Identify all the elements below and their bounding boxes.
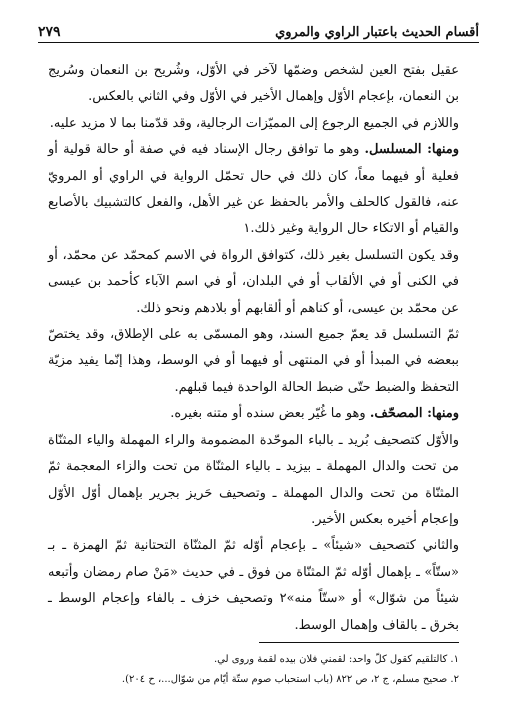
paragraph-text: عقيل بفتح العين لشخص وضمّها لآخر في الأوّل، وشُريح بن النعمان وسُريج بن النعمان، بإعجام الأوّل وإهمال الأخير في الأوّل وفي الثاني بالعكس. [48, 63, 459, 105]
footnotes [48, 650, 459, 690]
section-term: ومنها: المسلسل. [364, 142, 459, 158]
footnote-rule [259, 642, 459, 643]
paragraph [48, 401, 459, 427]
section-term: ومنها: المصحّف. [369, 406, 459, 422]
paragraph [48, 111, 459, 137]
body-text [48, 58, 459, 639]
paragraph-text: والثاني كتصحيف «شيئاً» ـ بإعجام أوّله ثمّ المثنّاة التحتانية ثمّ الهمزة ـ بـ «ستّاً» ـ بإهمال أوّله ثمّ المثنّاة من فوق ـ في حديث «مَنْ صام رمضان وأتبعه شيئاً من شوّال» أو «ستّاً منه»٢ وتصحيف خزف ـ بالفاء وإعجام الوسط ـ بخرق ـ بالقاف وإهمال الوسط. [48, 538, 459, 633]
paragraph [48, 58, 459, 111]
footnote: ١. كالتلقيم كقول كلّ واحد: لقمني فلان بيده لقمة وروى لي. [214, 654, 459, 665]
running-title: أقسام الحديث باعتبار الراوي والمروي [275, 25, 479, 40]
paragraph-text: وهو ما توافق رجال الإسناد فيه في صفة أو حالة قولية أو فعلية أو فيهما معاً، كان ذلك في حال تحمّل الرواية في الراوي أو المرويّ عنه، فالقول كالحلف والأمر بالحفظ عن غير الأهل، والفعل كالتشبيك بالأصابع والقيام أو الاتكاء حال الرواية وغير ذلك.١ [48, 142, 459, 237]
paragraph [48, 137, 459, 243]
paragraph [48, 533, 459, 639]
paragraph-text: وهو ما غُيّر بعض سنده أو متنه بغيره. [170, 406, 370, 422]
paragraph [48, 243, 459, 322]
paragraph-text: ثمّ التسلسل قد يعمّ جميع السند، وهو المسمّى به على الإطلاق، وقد يختصّ ببعضه في المبدأ أو في المنتهى أو فيهما أو في الوسط، وهذا إنّما يفيد مزيّة التحفظ والضبط حتّى ضبط الحالة الواحدة فيما قبلهم. [48, 327, 459, 395]
paragraph [48, 428, 459, 534]
paragraph-text: واللازم في الجميع الرجوع إلى المميّزات الرجالية، وقد قدّمنا بما لا مزيد عليه. [49, 115, 459, 131]
paragraph-text: وقد يكون التسلسل بغير ذلك، كتوافق الرواة في الاسم كمحمّد عن محمّد، أو في الكنى أو في الألقاب أو في البلدان، أو في اسم الآباء كأحمد بن عيسى عن محمّد بن عيسى، أو كناهم أو ألقابهم أو بلادهم ونحو ذلك. [48, 247, 459, 316]
footnote: ٢. صحيح مسلم، ج ٢، ص ٨٢٢ (باب استحباب صوم ستّة أيّام من شوّال...، ح ٢٠٤). [121, 674, 459, 685]
paragraph-text: والأوّل كتصحيف بُريد ـ بالباء الموحّدة المضمومة والراء المهملة والياء المثنّاة من تحت والدال المهملة ـ بيزيد ـ بالياء المثنّاة من تحت والزاء المعجمة ثمّ المثنّاة من تحت والدال المهملة ـ وتصحيف حَريز بجرير بإهمال أوّل الأوّل وإعجام أخيره بعكس الأخير. [48, 432, 459, 527]
header-rule [38, 42, 479, 43]
paragraph [48, 322, 459, 401]
page-header [38, 14, 479, 40]
page-number: ٢٧٩ [38, 24, 61, 40]
